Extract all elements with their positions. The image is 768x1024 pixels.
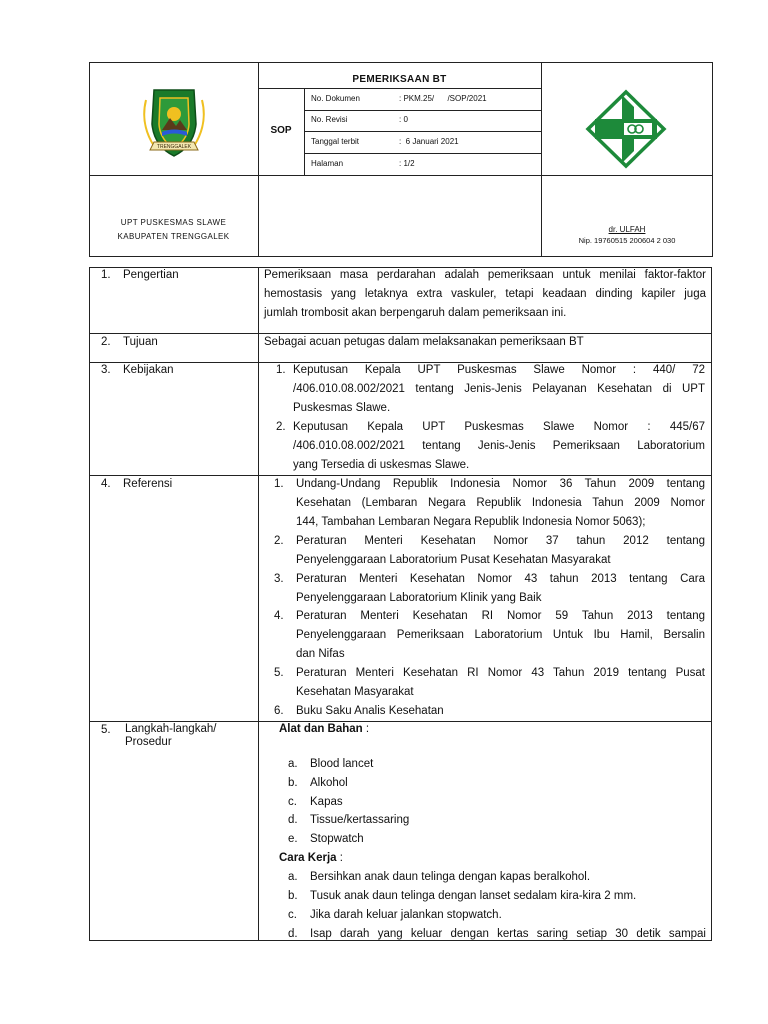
signer-name: dr. ULFAH — [608, 225, 646, 234]
meta-value-revisi: : 0 — [399, 115, 408, 124]
alat-heading — [279, 720, 369, 739]
list-item-line: Penyelenggaraan Laboratorium Klinik yang Baik — [296, 592, 542, 604]
logo-ribbon-text: TRENGGALEK — [156, 144, 192, 150]
list-item-line: Undang-Undang Republik Indonesia Nomor 36 Tahun 2009 tentang — [296, 478, 705, 490]
sop-label: SOP — [270, 125, 292, 136]
cara-item: Isap darah yang keluar dengan kertas saring setiap 30 detik sampai — [310, 928, 706, 940]
alat-item: Kapas — [310, 796, 343, 808]
list-item-number: 1. — [274, 478, 284, 490]
section-1-line: hemostasis yang letaknya extra vaskuler, tetapi keadaan dinding kapiler juga — [264, 288, 706, 300]
meta-value-dokumen: : PKM.25/ /SOP/2021 — [399, 94, 487, 103]
section-2-line: Sebagai acuan petugas dalam melaksanakan pemeriksaan BT — [264, 336, 584, 348]
meta-label-tanggal: Tanggal terbit — [311, 137, 360, 146]
section-4-num: 4. — [101, 478, 111, 490]
list-item-line: Buku Saku Analis Kesehatan — [296, 705, 444, 717]
meta-value-tanggal: : 6 Januari 2021 — [399, 137, 459, 146]
section-2-title: Tujuan — [123, 336, 158, 348]
list-item-line: Peraturan Menteri Kesehatan Nomor 43 tahun 2013 tentang Cara — [296, 573, 705, 585]
list-item-number: 3. — [274, 573, 284, 585]
alat-item: Stopwatch — [310, 833, 364, 845]
alat-heading-text: Alat dan Bahan — [279, 723, 363, 735]
alat-heading-colon: : — [362, 723, 370, 735]
list-item-line: Penyelenggaraan Laboratorium Pusat Kesehatan Masyarakat — [296, 554, 611, 566]
cara-item-letter: a. — [288, 871, 298, 883]
section-4-title: Referensi — [123, 478, 173, 490]
list-item-number: 2. — [276, 421, 286, 433]
cara-item: Jika darah keluar jalankan stopwatch. — [310, 909, 502, 921]
list-item-number: 4. — [274, 610, 284, 622]
list-item-line: Puskesmas Slawe. — [293, 402, 391, 414]
list-item-line: 144, Tambahan Lembaran Negara Republik Indonesia Nomor 5063); — [296, 516, 646, 528]
cara-heading — [279, 849, 343, 868]
document-title: PEMERIKSAAN BT — [352, 74, 447, 85]
list-item-line: /406.010.08.002/2021 tentang Jenis-Jenis Pelayanan Kesehatan di UPT — [293, 383, 705, 395]
cara-item-letter: d. — [288, 928, 298, 940]
list-item-line: Peraturan Menteri Kesehatan RI Nomor 43 Tahun 2019 tentang Pusat — [296, 667, 705, 679]
cara-heading-text: Cara Kerja — [279, 852, 337, 864]
meta-label-dokumen: No. Dokumen — [311, 94, 360, 103]
meta-label-revisi: No. Revisi — [311, 115, 348, 124]
puskesmas-logo — [584, 89, 668, 169]
section-1-title: Pengertian — [123, 269, 179, 281]
alat-item-letter: e. — [288, 833, 298, 845]
org-name: UPT PUSKESMAS SLAWE — [120, 218, 227, 227]
alat-item-letter: a. — [288, 758, 298, 770]
meta-label-halaman: Halaman — [311, 159, 344, 168]
regency-logo — [134, 84, 214, 162]
cara-item-letter: c. — [288, 909, 297, 921]
alat-item-letter: d. — [288, 814, 298, 826]
cara-item: Tusuk anak daun telinga dengan lanset sedalam kira-kira 2 mm. — [310, 890, 637, 902]
cara-item-letter: b. — [288, 890, 298, 902]
alat-item-letter: b. — [288, 777, 298, 789]
list-item-line: Kesehatan Masyarakat — [296, 686, 414, 698]
list-item-line: Peraturan Menteri Kesehatan RI Nomor 59 Tahun 2013 tentang — [296, 610, 705, 622]
alat-item: Tissue/kertassaring — [310, 814, 410, 826]
list-item-line: Penyelenggaraan Pemeriksaan Laboratorium Untuk Ibu Hamil, Bersalin — [296, 629, 705, 641]
list-item-line: Keputusan Kepala UPT Puskesmas Slawe Nomor : 440/ 72 — [293, 364, 705, 376]
org-regency: KABUPATEN TRENGGALEK — [117, 232, 230, 241]
list-item-line: Kesehatan (Lembaran Negara Republik Indonesia Tahun 2009 Nomor — [296, 497, 705, 509]
section-5-title-line1: Langkah-langkah/ — [125, 723, 217, 735]
list-item-number: 5. — [274, 667, 284, 679]
list-item-line: /406.010.08.002/2021 tentang Jenis-Jenis Pemeriksaan Laboratorium — [293, 440, 705, 452]
section-2-num: 2. — [101, 336, 111, 348]
section-3-title: Kebijakan — [123, 364, 174, 376]
section-5-title-line2: Prosedur — [125, 736, 172, 748]
cara-item: Bersihkan anak daun telinga dengan kapas beralkohol. — [310, 871, 591, 883]
section-3-num: 3. — [101, 364, 111, 376]
list-item-number: 6. — [274, 705, 284, 717]
list-item-line: yang Tersedia di uskesmas Slawe. — [293, 459, 470, 471]
list-item-line: Keputusan Kepala UPT Puskesmas Slawe Nomor : 445/67 — [293, 421, 705, 433]
section-1-line: jumlah trombosit akan berpengaruh dalam pemeriksaan ini. — [264, 307, 567, 319]
section-1-line: Pemeriksaan masa perdarahan adalah pemeriksaan untuk menilai faktor-faktor — [264, 269, 706, 281]
section-1-num: 1. — [101, 269, 111, 281]
list-item-number: 2. — [274, 535, 284, 547]
cara-heading-colon: : — [336, 852, 343, 864]
meta-value-halaman: : 1/2 — [399, 159, 415, 168]
section-5-num: 5. — [101, 724, 111, 736]
section-5-title — [125, 721, 216, 749]
list-item-number: 1. — [276, 364, 286, 376]
alat-item: Blood lancet — [310, 758, 374, 770]
alat-item: Alkohol — [310, 777, 348, 789]
alat-item-letter: c. — [288, 796, 297, 808]
signer-nip: Nip. 19760515 200604 2 030 — [578, 236, 676, 245]
list-item-line: dan Nifas — [296, 648, 345, 660]
list-item-line: Peraturan Menteri Kesehatan Nomor 37 tahun 2012 tentang — [296, 535, 705, 547]
